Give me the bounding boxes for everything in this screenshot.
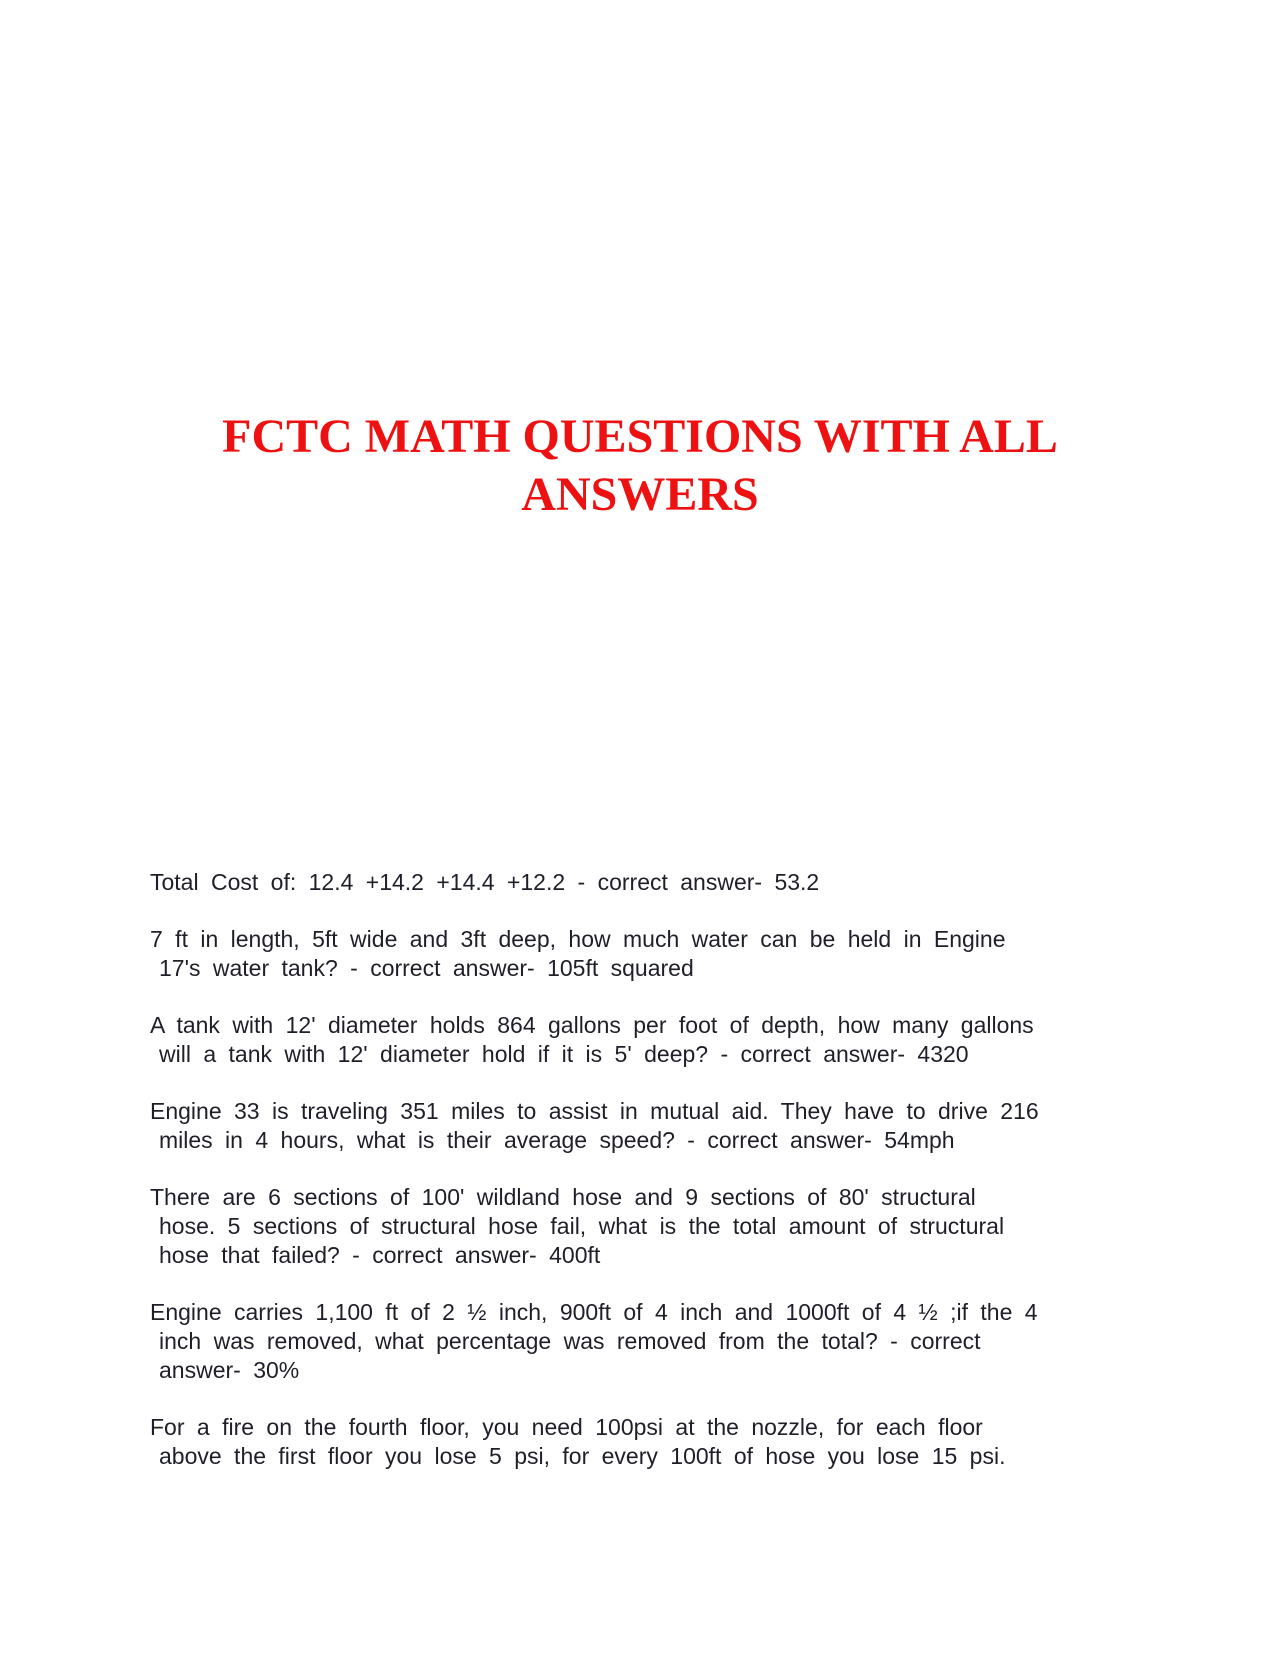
question-item-structural-hose <box>150 1183 1135 1270</box>
question-line: above the first floor you lose 5 psi, for every 100ft of hose you lose 15 psi. <box>159 1443 1006 1469</box>
question-line: 7 ft in length, 5ft wide and 3ft deep, how much water can be held in Engine <box>150 926 1006 952</box>
question-line: inch was removed, what percentage was removed from the total? - correct <box>159 1328 981 1354</box>
question-item-average-speed <box>150 1097 1135 1155</box>
question-line: answer- 30% <box>159 1357 300 1383</box>
question-line: Total Cost of: 12.4 +14.2 +14.4 +12.2 - correct answer- 53.2 <box>150 869 820 895</box>
question-item-fourth-floor-fire <box>150 1413 1135 1471</box>
title-line-1: FCTC MATH QUESTIONS WITH ALL <box>222 410 1058 463</box>
question-item-tank-diameter <box>150 1011 1135 1069</box>
question-line: There are 6 sections of 100' wildland hose and 9 sections of 80' structural <box>150 1184 976 1210</box>
title-line-2: ANSWERS <box>521 468 759 521</box>
question-line: 17's water tank? - correct answer- 105ft squared <box>159 955 694 981</box>
question-answer-list <box>150 868 1135 1499</box>
document-title <box>150 408 1130 524</box>
question-line: hose that failed? - correct answer- 400ft <box>159 1242 601 1268</box>
question-line: For a fire on the fourth floor, you need 100psi at the nozzle, for each floor <box>150 1414 983 1440</box>
question-line: miles in 4 hours, what is their average speed? - correct answer- 54mph <box>159 1127 955 1153</box>
question-line: A tank with 12' diameter holds 864 gallons per foot of depth, how many gallons <box>150 1012 1034 1038</box>
question-item-percentage-removed <box>150 1298 1135 1385</box>
question-line: Engine carries 1,100 ft of 2 ½ inch, 900ft of 4 inch and 1000ft of 4 ½ ;if the 4 <box>150 1299 1038 1325</box>
question-line: hose. 5 sections of structural hose fail, what is the total amount of structural <box>159 1213 1005 1239</box>
question-item-water-tank <box>150 925 1135 983</box>
question-line: Engine 33 is traveling 351 miles to assist in mutual aid. They have to drive 216 <box>150 1098 1039 1124</box>
question-item-total-cost <box>150 868 1135 897</box>
question-line: will a tank with 12' diameter hold if it is 5' deep? - correct answer- 4320 <box>159 1041 969 1067</box>
